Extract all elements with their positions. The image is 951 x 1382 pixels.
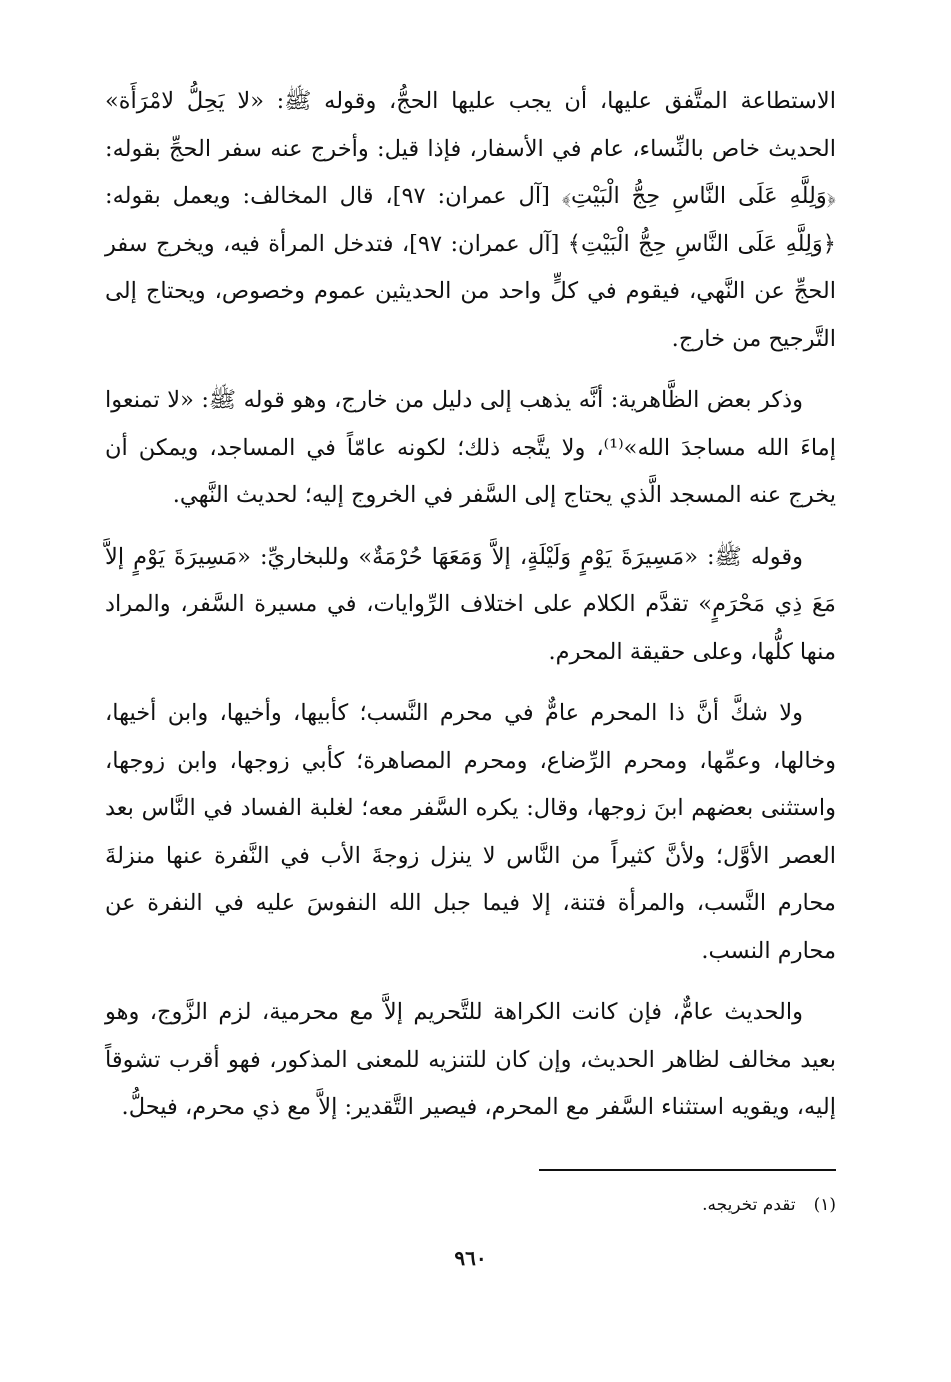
- paragraph-1: الاستطاعة المتَّفق عليها، أن يجب عليها الحجُّ، وقوله ﷺ: «لا يَحِلُّ لامْرَأَة» الحديث خاص بالنِّساء، عام في الأسفار، فإذا قيل: وأخرج عنه سفر الحجِّ بقوله: ﴿وَلِلَّهِ عَلَى النَّاسِ حِجُّ الْبَيْتِ﴾ [آل عمران: ٩٧]، قال المخالف: ويعمل بقوله: ﴿وَلِلَّهِ عَلَى النَّاسِ حِجُّ الْبَيْتِ﴾ [آل عمران: ٩٧]، فتدخل المرأة فيه، ويخرج سفر الحجِّ عن النَّهي، فيقوم في كلٍّ واحد من الحديثين عموم وخصوص، ويحتاج إلى التَّرجيح من خارج.: [105, 88, 837, 352]
- footnote-number: (١): [813, 1195, 836, 1215]
- body-text: [105, 78, 836, 1146]
- paragraph-5: والحديث عامٌّ، فإن كانت الكراهة للتَّحريم إلاَّ مع محرمية، لزم الزَّوج، وهو بعيد مخالف لظاهر الحديث، وإن كان للتنزيه للمعنى المذكور، فهو أقرب تشوقاً إليه، ويقويه استثناء السَّفر مع المحرم، فيصير التَّقدير: إلاَّ مع ذي محرم، فيحلُّ.: [105, 999, 836, 1120]
- paragraph-4: ولا شكَّ أنَّ ذا المحرم عامٌّ في محرم النَّسب؛ كأبيها، وأخيها، وابن أخيها، وخالها، وعمِّها، ومحرم الرِّضاع، ومحرم المصاهرة؛ كأبي زوجها، وابن زوجها، واستثنى بعضهم ابنَ زوجها، وقال: يكره السَّفر معه؛ لغلبة الفساد في النَّاس بعد العصر الأوَّل؛ ولأنَّ كثيراً من النَّاس لا ينزل زوجةَ الأب في النَّفرة عنها منزلةَ محارم النَّسب، والمرأة فتنة، إلا فيما جبل الله النفوسَ عليه في النفرة عن محارم النسب.: [105, 700, 836, 964]
- paragraph-2: وذكر بعض الظَّاهرية: أنَّه يذهب إلى دليل من خارج، وهو قوله ﷺ: «لا تمنعوا إماءَ الله مساجدَ الله»⁽¹⁾، ولا يتَّجه ذلك؛ لكونه عامّاً في المساجد، ويمكن أن يخرج عنه المسجد الَّذي يحتاج إلى السَّفر في الخروج إليه؛ لحديث النَّهي.: [105, 387, 836, 508]
- footnote-text: تقدم تخريجه.: [702, 1195, 796, 1215]
- paragraph-3: وقوله ﷺ: «مَسِيرَةَ يَوْمٍ وَلَيْلَةٍ، إلاَّ وَمَعَهَا حُرْمَةٌ» وللبخاريِّ: «مَسِيرَةَ يَوْمٍ إلاَّ مَعَ ذِي مَحْرَمٍ» تقدَّم الكلام على اختلاف الرِّوايات، في مسيرة السَّفر، والمراد منها كلُّها، وعلى حقيقة المحرم.: [105, 543, 836, 665]
- book-page: [105, 78, 836, 1368]
- page-number: ٩٦٠: [454, 1246, 487, 1270]
- footnote-separator: [539, 1169, 836, 1171]
- footnote: [105, 1190, 836, 1220]
